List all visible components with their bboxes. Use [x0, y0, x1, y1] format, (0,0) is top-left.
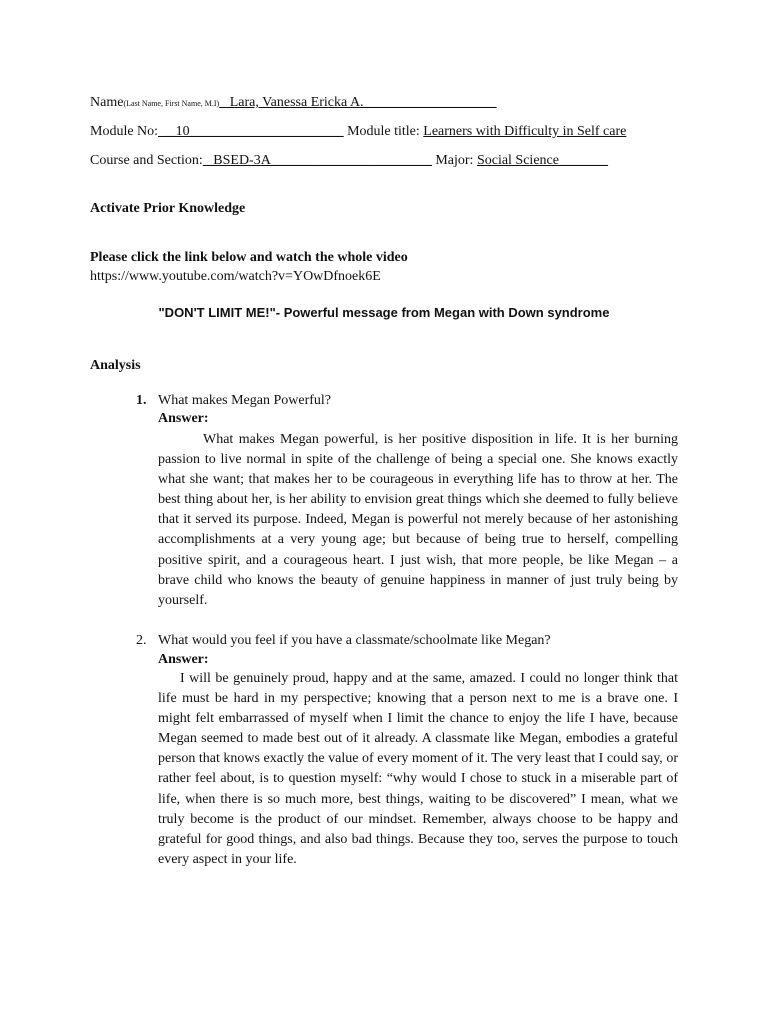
answer-1-text: What makes Megan powerful, is her positive disposition in life. It is her burning passion to live normal in spite of the challenge of being a special one. She knows exactly what she want; that makes her to be courageous in everything life has to throw at her. The best thing about her, is her ability to envision great things which she deemed to fully believe that it served its purpose. Indeed, Megan is powerful not merely because of her astonishing accomplishments at a very young age; but because of being true to herself, compelling positive spirit, and a courageous heart. I just wish, that more people, be like Megan – a brave child who knows the beauty of genuine happiness in manner of just truly being by yourself. — [158, 432, 678, 608]
course-value: _BSED-3A_______________________ — [202, 153, 432, 168]
question-1-number: 1. — [136, 393, 147, 408]
question-2 — [136, 633, 551, 649]
major-label: Major: — [431, 153, 474, 168]
course-row — [90, 152, 608, 170]
module-no-label: Module No: — [90, 124, 159, 139]
question-2-number: 2. — [136, 633, 147, 648]
instruction-text: Please click the link below and watch the whole video — [90, 250, 408, 265]
answer-1-label: Answer: — [158, 411, 209, 426]
major-tail: _______ — [558, 153, 608, 168]
module-row — [90, 123, 626, 141]
answer-2-label: Answer: — [158, 652, 209, 667]
question-1-text: What makes Megan Powerful? — [158, 393, 331, 408]
course-label: Course and Section: — [90, 153, 203, 168]
question-1 — [136, 393, 331, 409]
analysis-heading: Analysis — [90, 358, 141, 373]
module-title-value: Learners with Difficulty in Self care — [423, 124, 627, 139]
question-2-text: What would you feel if you have a classmate/schoolmate like Megan? — [158, 633, 551, 648]
answer-2-text: I will be genuinely proud, happy and at the same, amazed. I could no longer think that life must be hard in my perspective; knowing that a person next to me is a brave one. I might felt embarrassed of myself when I limit the chance to enjoy the life I have, because Megan seemed to made best out of it already. A classmate like Megan, embodies a grateful person that knows exactly the value of every moment of it. The very least that I could say, or rather feel about, is to question myself: “why would I chose to stuck in a miserable part of life, when there is so much more, best things, waiting to be discovered” I mean, what we truly become is the product of our mindset. Remember, always choose to be happy and grateful for good things, and also bad things. Because they too, serves the purpose to touch every aspect in your life. — [158, 671, 678, 867]
name-row — [90, 94, 497, 113]
major-value: Social Science — [476, 153, 559, 168]
activate-heading: Activate Prior Knowledge — [90, 201, 246, 216]
name-sublabel: (Last Name, First Name, M.I) — [123, 99, 220, 108]
video-link[interactable]: https://www.youtube.com/watch?v=YOwDfnoek6E — [90, 269, 381, 284]
video-title: "DON'T LIMIT ME!"- Powerful message from Megan with Down syndrome — [158, 305, 610, 320]
name-value: _ Lara, Vanessa Ericka A.___________________ — [219, 95, 497, 110]
module-title-label: Module title: — [343, 124, 420, 139]
module-no-value: __10______________________ — [158, 124, 344, 139]
name-label: Name — [90, 95, 124, 110]
